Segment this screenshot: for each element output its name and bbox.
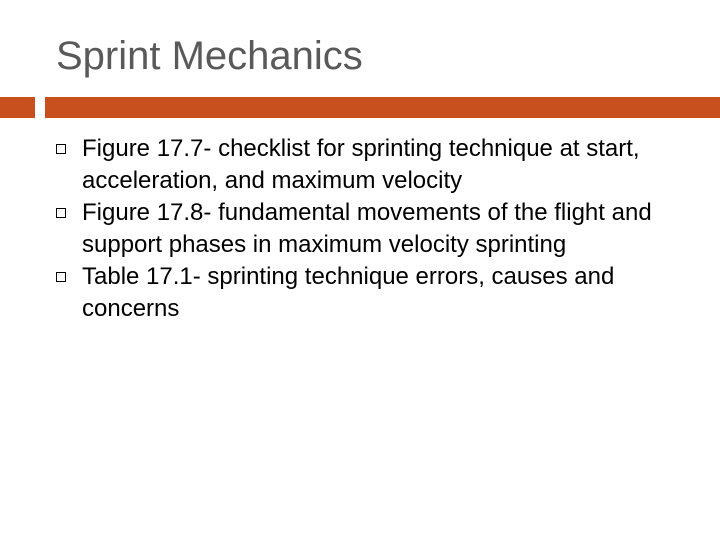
square-bullet-icon — [56, 208, 66, 218]
square-bullet-icon — [56, 144, 66, 154]
bullet-text: Table 17.1- sprinting technique errors, causes and concerns — [82, 263, 615, 322]
bullet-list — [56, 133, 696, 325]
bullet-item — [56, 133, 696, 197]
slide-title: Sprint Mechanics — [56, 34, 363, 78]
accent-bar-right — [45, 97, 720, 118]
square-bullet-icon — [56, 272, 66, 282]
accent-bar-gap — [35, 97, 45, 118]
bullet-text: Figure 17.8- fundamental movements of the flight and support phases in maximum velocity sprinting — [82, 199, 652, 258]
bullet-item — [56, 261, 696, 325]
bullet-text: Figure 17.7- checklist for sprinting technique at start, acceleration, and maximum velocity — [82, 135, 640, 194]
accent-bar-left — [0, 97, 35, 118]
bullet-item — [56, 197, 696, 261]
